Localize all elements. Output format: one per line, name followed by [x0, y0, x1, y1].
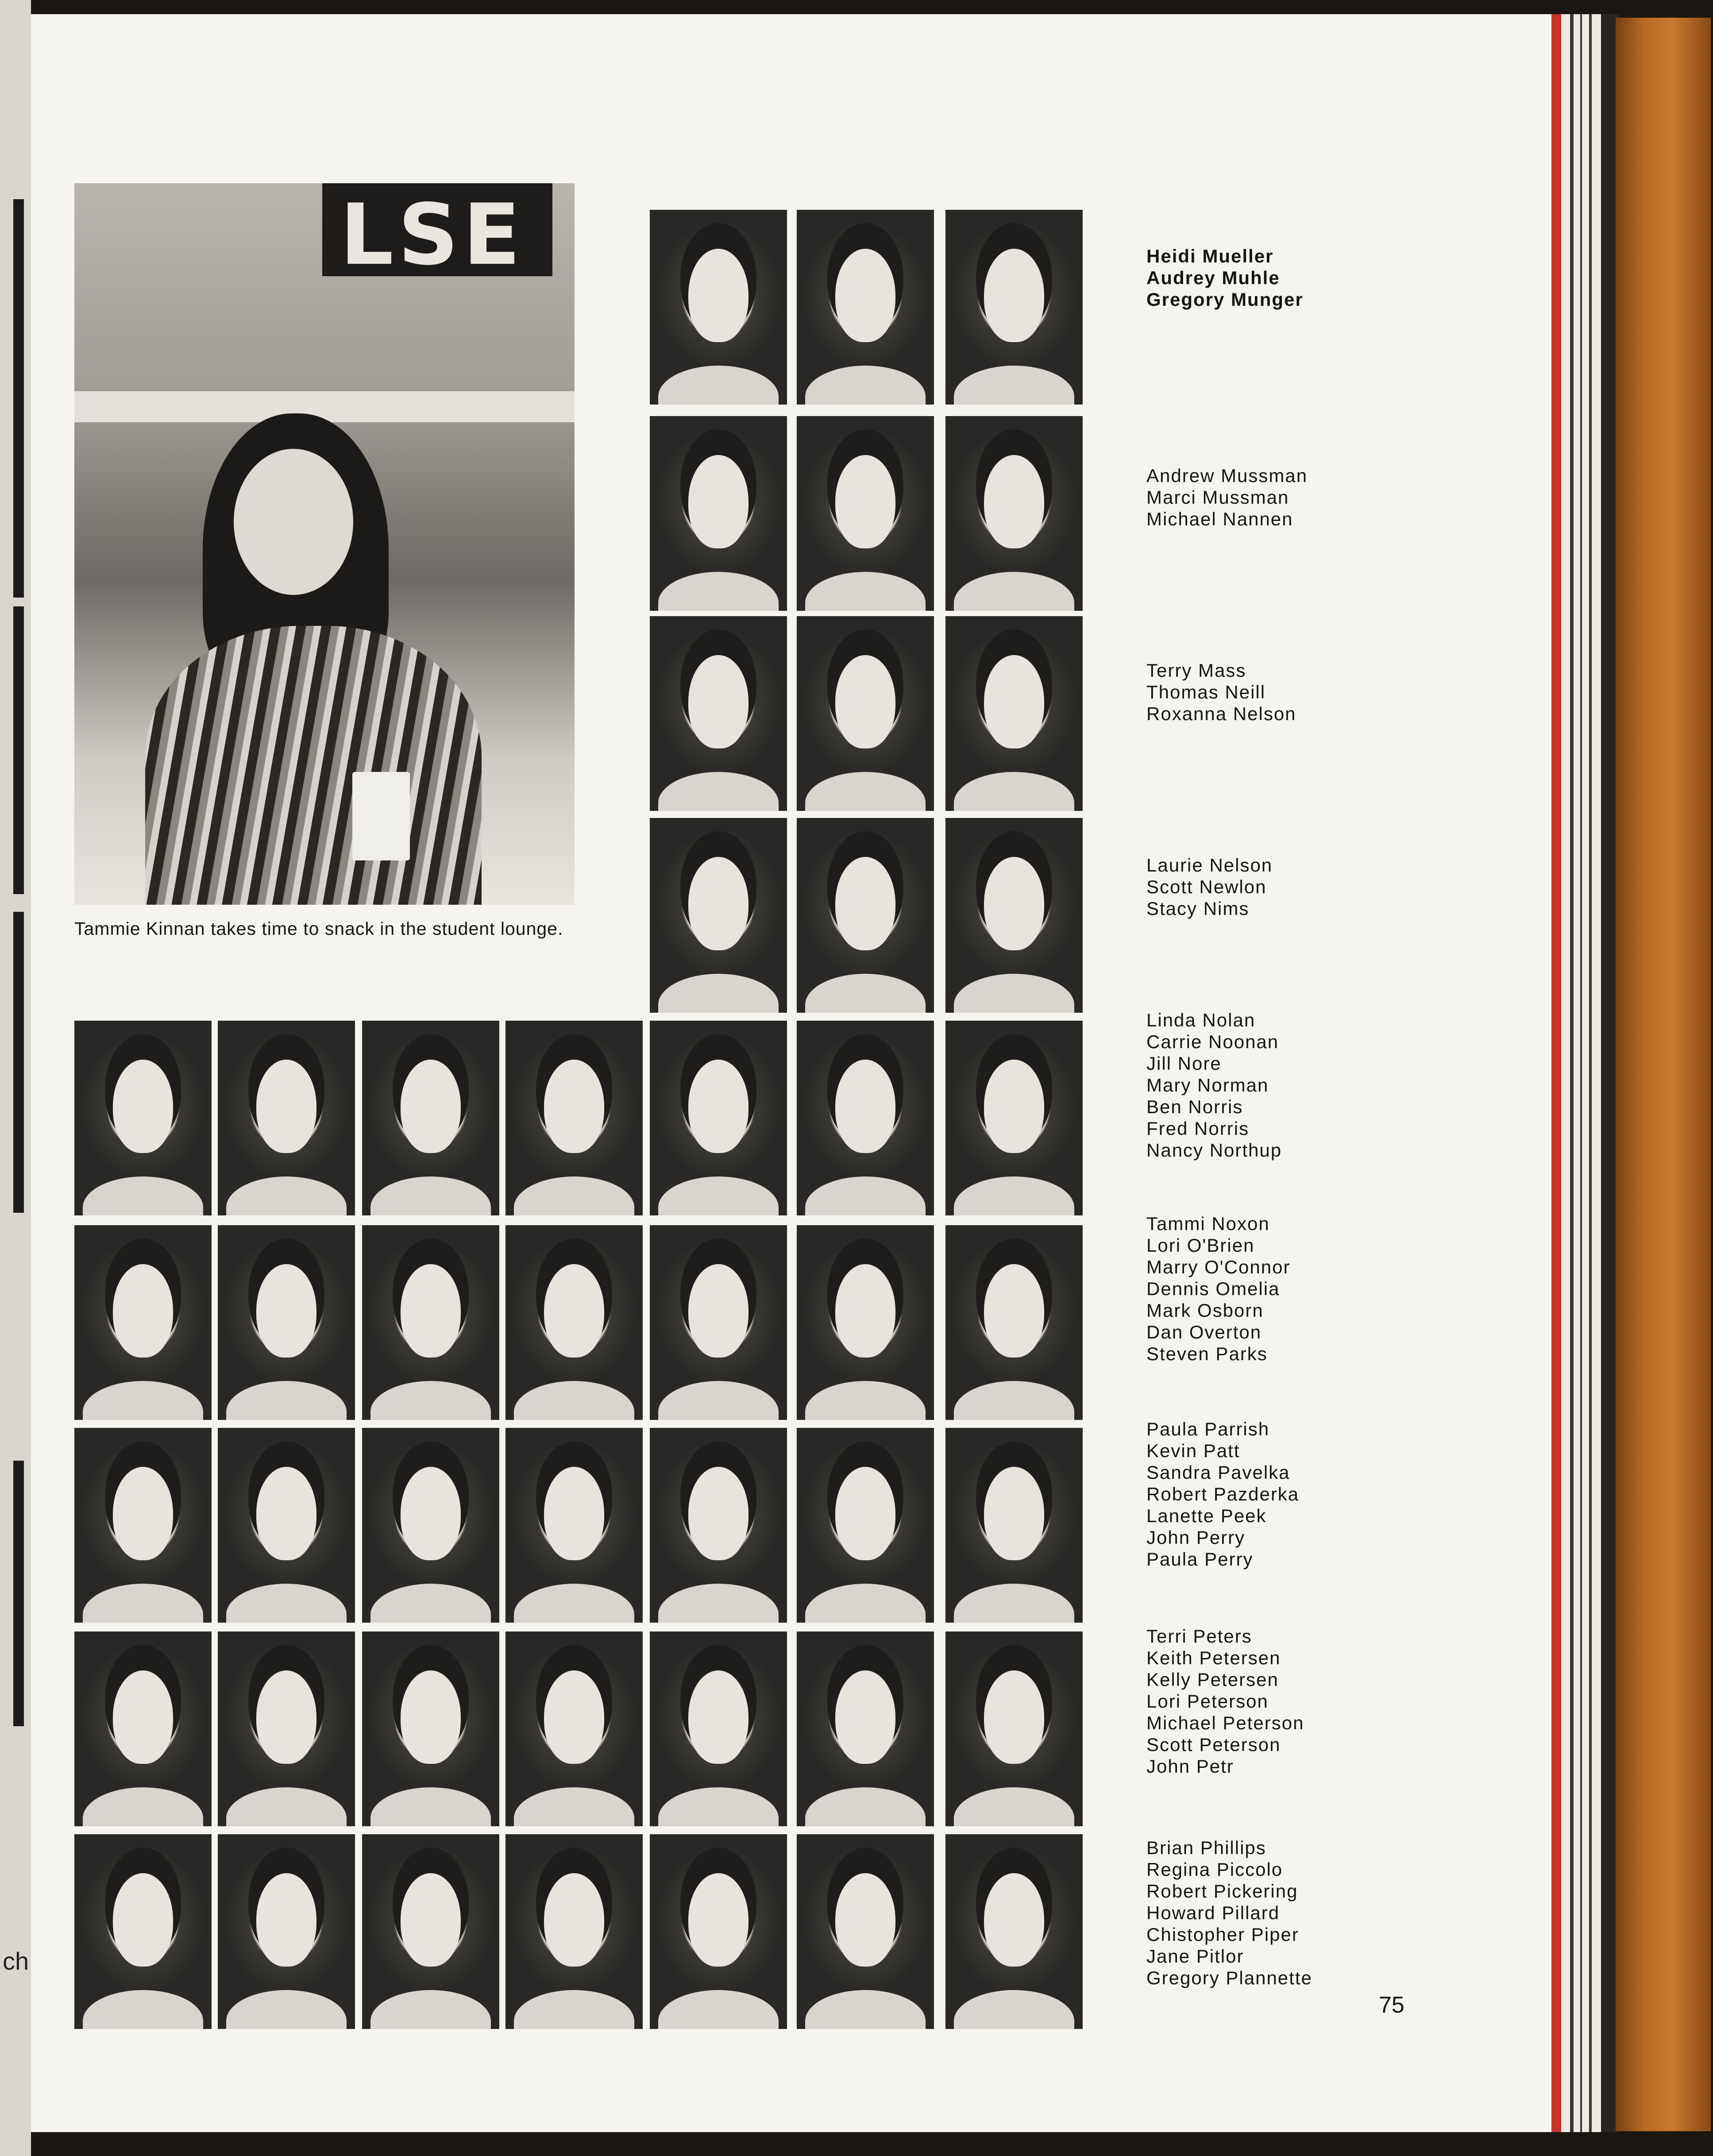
student-name: John Petr [1146, 1756, 1234, 1777]
student-portrait [505, 1834, 643, 2029]
student-name: Paula Parrish [1146, 1419, 1270, 1439]
student-portrait [797, 1834, 934, 2029]
student-name: Roxanna Nelson [1146, 703, 1296, 724]
student-name: Linda Nolan [1146, 1010, 1256, 1030]
student-name: Sandra Pavelka [1146, 1462, 1290, 1483]
student-portrait [797, 1428, 934, 1623]
student-portrait [945, 1631, 1083, 1826]
student-portrait [945, 1428, 1083, 1623]
student-portrait [218, 1428, 355, 1623]
student-name: Marci Mussman [1146, 487, 1289, 508]
student-name: Jane Pitlor [1146, 1946, 1244, 1967]
student-name: Scott Newlon [1146, 876, 1267, 897]
name-list [1146, 1213, 1290, 1365]
student-name: Gregory Plannette [1146, 1967, 1312, 1988]
name-list [1146, 465, 1308, 530]
student-portrait [218, 1021, 355, 1215]
student-portrait [362, 1631, 499, 1826]
student-name: Mark Osborn [1146, 1300, 1264, 1321]
name-list [1146, 1009, 1282, 1161]
name-list [1146, 1418, 1299, 1570]
student-name: Lori O'Brien [1146, 1235, 1255, 1256]
student-portrait [797, 1631, 934, 1826]
student-portrait [74, 1631, 212, 1826]
wall-sign: LSE [322, 183, 552, 276]
facing-page-text-fragment: ch [3, 1947, 29, 1975]
student-name: Mary Norman [1146, 1075, 1269, 1095]
student-portrait [797, 818, 934, 1013]
student-portrait [650, 416, 787, 611]
student-name: Stacy Nims [1146, 898, 1250, 919]
student-name: Dan Overton [1146, 1322, 1262, 1342]
student-portrait [218, 1631, 355, 1826]
student-portrait [74, 1021, 212, 1215]
student-name: Keith Petersen [1146, 1647, 1281, 1668]
page-gutter-edge [1551, 14, 1561, 2132]
student-portrait [650, 818, 787, 1013]
student-name: Dennis Omelia [1146, 1278, 1280, 1299]
student-portrait [505, 1428, 643, 1623]
student-portrait [362, 1021, 499, 1215]
student-portrait [650, 1225, 787, 1420]
student-name: Tammi Noxon [1146, 1213, 1270, 1234]
student-portrait [797, 616, 934, 811]
student-portrait [797, 1225, 934, 1420]
candid-photo-student-lounge [74, 183, 575, 905]
page-number: 75 [1379, 1992, 1404, 2018]
student-name: Audrey Muhle [1146, 267, 1280, 288]
student-portrait [945, 1834, 1083, 2029]
student-portrait [362, 1225, 499, 1420]
student-name: Carrie Noonan [1146, 1031, 1279, 1052]
book-cover-edge [1616, 18, 1711, 2131]
student-portrait [650, 1631, 787, 1826]
student-name: Jill Nore [1146, 1053, 1222, 1074]
student-portrait [945, 818, 1083, 1013]
student-name: Kevin Patt [1146, 1440, 1240, 1461]
student-name: Brian Phillips [1146, 1837, 1266, 1858]
facing-page-edge [0, 0, 31, 2156]
student-portrait [945, 416, 1083, 611]
student-name: Terry Mass [1146, 660, 1246, 681]
student-portrait [797, 416, 934, 611]
student-name: Robert Pazderka [1146, 1484, 1300, 1504]
student-portrait [74, 1428, 212, 1623]
student-portrait [945, 1225, 1083, 1420]
student-portrait [362, 1428, 499, 1623]
student-name: Ben Norris [1146, 1096, 1243, 1117]
student-portrait [945, 210, 1083, 405]
name-list [1146, 1625, 1304, 1777]
student-portrait [218, 1834, 355, 2029]
student-name: Heidi Mueller [1146, 246, 1274, 266]
student-name: Lanette Peek [1146, 1505, 1267, 1526]
student-portrait [505, 1631, 643, 1826]
student-name: Michael Nannen [1146, 509, 1293, 529]
student-portrait [650, 1834, 787, 2029]
name-list [1146, 660, 1296, 725]
student-portrait [218, 1225, 355, 1420]
student-portrait [650, 616, 787, 811]
student-name: Gregory Munger [1146, 289, 1304, 310]
student-face [234, 449, 353, 595]
student-name: Terri Peters [1146, 1626, 1252, 1647]
student-portrait [362, 1834, 499, 2029]
student-name: Lori Peterson [1146, 1691, 1269, 1712]
student-name: John Perry [1146, 1527, 1246, 1548]
student-name: Robert Pickering [1146, 1881, 1298, 1901]
student-name: Chistopher Piper [1146, 1924, 1299, 1945]
student-name: Thomas Neill [1146, 682, 1266, 702]
student-name: Andrew Mussman [1146, 465, 1308, 486]
lounge-table [74, 391, 575, 422]
student-portrait [74, 1225, 212, 1420]
student-name: Howard Pillard [1146, 1902, 1280, 1923]
student-portrait [797, 1021, 934, 1215]
student-portrait [650, 210, 787, 405]
photo-caption: Tammie Kinnan takes time to snack in the student lounge. [74, 918, 563, 939]
student-name: Fred Norris [1146, 1118, 1250, 1139]
student-name: Paula Perry [1146, 1549, 1254, 1570]
student-name: Steven Parks [1146, 1343, 1268, 1364]
student-portrait [650, 1428, 787, 1623]
student-portrait [650, 1021, 787, 1215]
student-portrait [505, 1021, 643, 1215]
student-portrait [797, 210, 934, 405]
student-portrait [74, 1834, 212, 2029]
drink-cup [352, 772, 410, 860]
name-list [1146, 854, 1273, 919]
student-name: Regina Piccolo [1146, 1859, 1283, 1880]
name-list [1146, 1837, 1312, 1989]
student-name: Laurie Nelson [1146, 855, 1273, 876]
student-name: Nancy Northup [1146, 1140, 1282, 1161]
student-portrait [945, 616, 1083, 811]
name-list [1146, 245, 1304, 310]
student-portrait [505, 1225, 643, 1420]
student-name: Marry O'Connor [1146, 1257, 1291, 1277]
student-sweater [145, 626, 482, 905]
student-name: Kelly Petersen [1146, 1669, 1279, 1690]
student-name: Michael Peterson [1146, 1712, 1304, 1733]
student-portrait [945, 1021, 1083, 1215]
student-name: Scott Peterson [1146, 1734, 1281, 1755]
